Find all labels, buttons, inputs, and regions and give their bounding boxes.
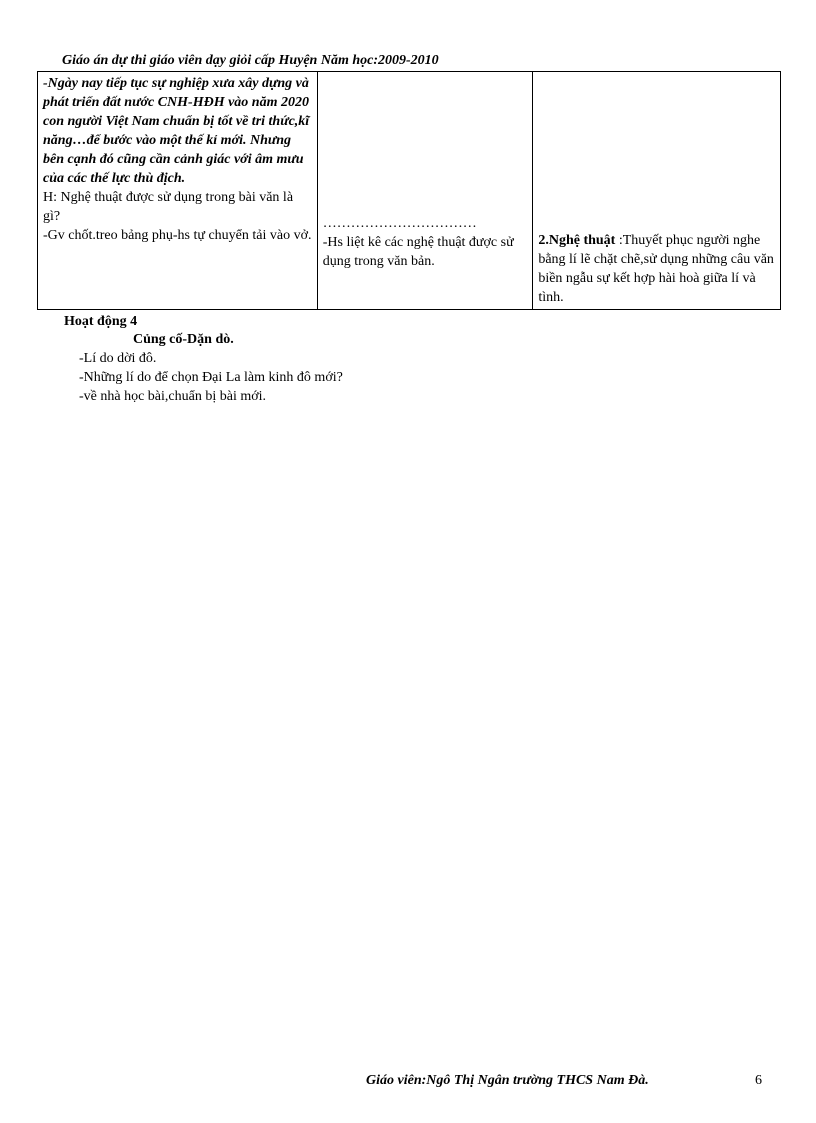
footer-teacher: Giáo viên:Ngô Thị Ngân trường THCS Nam Đà.	[366, 1073, 649, 1088]
question-text: H: Nghệ thuật được sử dụng trong bài văn là gì?	[43, 190, 294, 224]
student-activity-cell	[317, 72, 533, 310]
conclusion-note: -Gv chốt.treo bảng phụ-hs tự chuyển tải vào vở.	[43, 228, 312, 243]
page-number: 6	[755, 1073, 762, 1088]
content-paragraph	[538, 231, 775, 307]
activity-title: Hoạt động 4	[64, 314, 138, 329]
content-text: :Thuyết phục người nghe bằng lí lẽ chặt chẽ,sử dụng những câu văn biền ngẫu sự kết hợp hài hoà giữa lí và tình.	[538, 233, 774, 305]
activity-subtitle: Củng cố-Dặn dò.	[133, 332, 234, 347]
dotted-line: ……………………………	[322, 216, 477, 231]
lesson-table	[37, 71, 781, 310]
student-answer: -Hs liệt kê các nghệ thuật được sử dụng trong văn bản.	[322, 235, 514, 269]
page-header: Giáo án dự thi giáo viên dạy giỏi cấp Huyện Năm học:2009-2010	[62, 53, 439, 68]
list-item: -Lí do dời đô.	[79, 351, 157, 366]
list-item: -Những lí do để chọn Đại La làm kinh đô mới?	[79, 370, 343, 385]
content-cell	[533, 72, 781, 310]
content-heading: 2.Nghệ thuật	[538, 233, 616, 248]
table-row	[38, 72, 781, 310]
list-item: -về nhà học bài,chuẩn bị bài mới.	[79, 389, 267, 404]
teacher-activity-cell	[38, 72, 318, 310]
emphasis-paragraph: -Ngày nay tiếp tục sự nghiệp xưa xây dựng và phát triển đất nước CNH-HĐH vào năm 2020 con người Việt Nam chuẩn bị tốt về tri thức,kĩ năng…để bước vào một thế kỉ mới. Nhưng bên cạnh đó cũng cần cảnh giác với âm mưu của các thế lực thù địch.	[43, 76, 310, 186]
